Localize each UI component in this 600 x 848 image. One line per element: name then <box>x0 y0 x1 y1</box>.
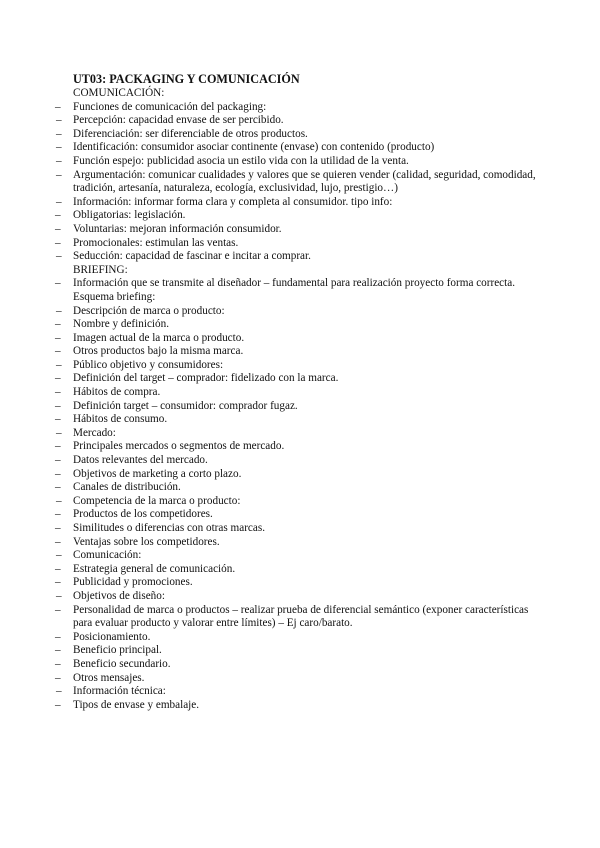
list-item <box>55 657 543 672</box>
dash-bullet: – <box>56 195 62 208</box>
dash-bullet: – <box>56 127 62 140</box>
list-item <box>55 236 543 251</box>
list-item-text: Definición del target – comprador: fidelizado con la marca. <box>73 372 339 385</box>
dash-bullet: – <box>55 535 61 548</box>
dash-bullet: – <box>55 440 61 453</box>
list-item-text: Similitudes o diferencias con otras marcas. <box>73 522 265 534</box>
list-item <box>55 467 543 482</box>
list-item <box>55 562 543 577</box>
list-item <box>55 372 543 399</box>
list-item-text: Canales de distribución. <box>73 481 181 494</box>
list-item-text: Productos de los competidores. <box>73 508 213 521</box>
list-item <box>55 535 543 550</box>
dash-bullet: – <box>55 236 61 249</box>
dash-bullet: – <box>55 386 61 399</box>
outline-level-3 <box>55 562 543 590</box>
list-item-text: Seducción: capacidad de fascinar e incitar a comprar. <box>73 250 311 263</box>
list-item <box>55 630 543 645</box>
dash-bullet: – <box>55 413 61 426</box>
dash-bullet: – <box>56 114 62 127</box>
dash-bullet: – <box>55 576 61 589</box>
list-item-text: Publicidad y promociones. <box>73 576 193 589</box>
list-item <box>55 603 543 631</box>
list-item <box>55 386 543 400</box>
dash-bullet: – <box>55 562 61 575</box>
dash-bullet: – <box>56 304 62 317</box>
list-item-text: Identificación: consumidor asociar continente (envase) con contenido (producto) <box>73 141 435 154</box>
outline-level-3 <box>55 440 543 494</box>
list-item <box>55 331 543 346</box>
list-item <box>55 698 543 713</box>
list-item <box>55 508 543 522</box>
list-item-text: Otros mensajes. <box>73 671 145 684</box>
dash-bullet: – <box>56 358 62 371</box>
list-item <box>56 168 543 196</box>
list-item-text: Personalidad de marca o productos – realizar prueba de diferencial semántico (exponer características para evaluar producto y valorar entre límites) – Ej caro/barato. <box>73 603 529 630</box>
document-body <box>55 87 543 712</box>
outline-level-4 <box>55 413 543 427</box>
list-item-text: Información técnica: <box>73 685 166 698</box>
dash-bullet: – <box>55 209 61 222</box>
document-title: UT03: PACKAGING Y COMUNICACIÓN <box>73 72 300 86</box>
list-item-text: Descripción de marca o producto: <box>73 304 225 317</box>
list-item-text: Principales mercados o segmentos de mercado. <box>73 440 285 453</box>
list-item <box>55 100 543 264</box>
list-item-text: Diferenciación: ser diferenciable de otros productos. <box>73 127 308 140</box>
list-item-text: Ventajas sobre los competidores. <box>73 535 220 548</box>
outline-level-2 <box>55 114 543 264</box>
outline-level-3 <box>55 698 543 713</box>
list-item-text: Objetivos de diseño: <box>73 589 165 602</box>
list-item-text: Función espejo: publicidad asocia un estilo vida con la utilidad de la venta. <box>73 154 409 167</box>
outline-level-3 <box>55 318 543 359</box>
list-item <box>55 222 543 237</box>
outline-level-3 <box>55 603 543 686</box>
list-item <box>56 127 543 142</box>
list-item-text: Hábitos de compra. <box>73 386 161 399</box>
list-item <box>56 114 543 128</box>
list-item <box>55 494 543 549</box>
dash-bullet: – <box>56 426 62 439</box>
list-item-text: Imagen actual de la marca o producto. <box>73 331 245 344</box>
dash-bullet: – <box>56 154 62 167</box>
list-item-text: Promocionales: estimulan las ventas. <box>73 236 239 249</box>
list-item <box>55 644 543 658</box>
dash-bullet: – <box>56 685 62 698</box>
list-item <box>55 549 543 590</box>
outline-level-1 <box>55 277 543 712</box>
list-item <box>55 358 543 427</box>
list-item-text: Beneficio secundario. <box>73 657 171 670</box>
list-item-text: Posicionamiento. <box>73 630 151 643</box>
list-item-text: Público objetivo y consumidores: <box>73 358 224 371</box>
dash-bullet: – <box>55 508 61 521</box>
dash-bullet: – <box>56 168 62 181</box>
list-item <box>55 399 543 427</box>
list-item <box>55 685 543 712</box>
list-item <box>56 154 543 169</box>
dash-bullet: – <box>55 399 61 412</box>
dash-bullet: – <box>55 644 61 657</box>
list-item-text: Otros productos bajo la misma marca. <box>73 345 244 358</box>
list-item-text: Hábitos de consumo. <box>73 413 168 426</box>
list-item <box>55 454 543 468</box>
list-item-text: Definición target – consumidor: comprador fugaz. <box>73 399 298 412</box>
list-item-text: Beneficio principal. <box>73 644 162 657</box>
list-item-text: Objetivos de marketing a corto plazo. <box>73 467 242 480</box>
list-item <box>55 481 543 495</box>
dash-bullet: – <box>55 671 61 684</box>
dash-bullet: – <box>55 603 61 616</box>
dash-bullet: – <box>56 250 62 263</box>
outline-level-4 <box>55 386 543 400</box>
list-item-text: Estrategia general de comunicación. <box>73 562 236 575</box>
outline-level-1 <box>55 100 543 264</box>
list-item <box>55 277 543 712</box>
dash-bullet: – <box>55 630 61 643</box>
list-item <box>55 345 543 359</box>
list-item-text: Argumentación: comunicar cualidades y valores que se quieren vender (calidad, seguridad, comodidad, tradición, artesanía, naturaleza, ecología, exclusividad, lujo, prestigio…) <box>73 168 536 195</box>
list-item-text: Voluntarias: mejoran información consumidor. <box>73 222 282 235</box>
list-item <box>55 522 543 536</box>
outline-level-2 <box>55 304 543 713</box>
list-item-text: Mercado: <box>73 426 116 439</box>
list-item <box>56 141 543 155</box>
document-page <box>55 72 543 712</box>
dash-bullet: – <box>56 549 62 562</box>
dash-bullet: – <box>55 698 61 711</box>
list-item-text: Datos relevantes del mercado. <box>73 454 208 467</box>
list-item-text: Funciones de comunicación del packaging: <box>73 100 267 113</box>
dash-bullet: – <box>56 589 62 602</box>
dash-bullet: – <box>55 222 61 235</box>
list-item <box>55 589 543 685</box>
list-item-text: Nombre y definición. <box>73 318 170 331</box>
outline-level-3 <box>55 508 543 549</box>
outline-level-3 <box>55 372 543 426</box>
dash-bullet: – <box>55 318 61 331</box>
section-heading: COMUNICACIÓN: <box>73 87 165 99</box>
list-item-text: Información: informar forma clara y completa al consumidor. tipo info: <box>73 195 393 208</box>
list-item-text: Información que se transmite al diseñador – fundamental para realización proyecto forma correcta. Esquema briefing: <box>73 277 516 303</box>
list-item <box>55 304 543 359</box>
list-item-text: Tipos de envase y embalaje. <box>73 698 200 711</box>
list-item <box>56 250 543 264</box>
list-item <box>55 209 543 223</box>
dash-bullet: – <box>55 467 61 480</box>
list-item <box>55 413 543 427</box>
list-item-text: Obligatorias: legislación. <box>73 209 186 222</box>
dash-bullet: – <box>55 657 61 670</box>
dash-bullet: – <box>55 454 61 467</box>
dash-bullet: – <box>55 345 61 358</box>
list-item-text: Percepción: capacidad envase de ser percibido. <box>73 114 284 127</box>
list-item <box>55 195 543 250</box>
list-item <box>55 671 543 686</box>
dash-bullet: – <box>55 522 61 534</box>
section-heading: BRIEFING: <box>73 263 128 276</box>
dash-bullet: – <box>55 277 61 290</box>
list-item-text: Competencia de la marca o producto: <box>73 494 241 507</box>
list-item <box>55 576 543 590</box>
dash-bullet: – <box>55 372 61 385</box>
outline-level-3 <box>55 209 543 250</box>
list-item-text: Comunicación: <box>73 549 142 562</box>
list-item <box>55 426 543 495</box>
dash-bullet: – <box>56 141 62 154</box>
dash-bullet: – <box>56 494 62 507</box>
dash-bullet: – <box>55 481 61 494</box>
dash-bullet: – <box>55 100 61 113</box>
list-item <box>55 318 543 332</box>
dash-bullet: – <box>55 331 61 344</box>
list-item <box>55 440 543 454</box>
